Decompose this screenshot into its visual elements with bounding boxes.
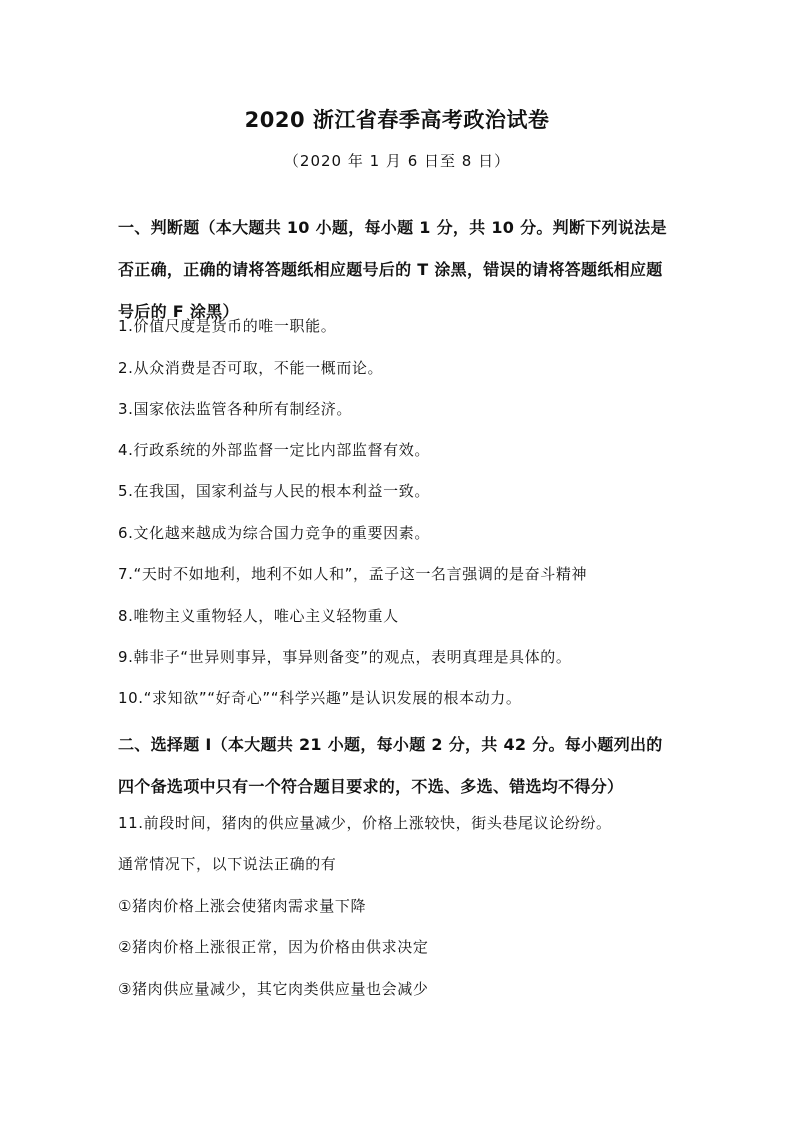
question-11-option-1: ①猪肉价格上涨会使猪肉需求量下降 [118, 897, 367, 915]
judgment-item-8: 8.唯物主义重物轻人，唯心主义轻物重人 [118, 607, 399, 625]
section1-heading: 一、判断题（本大题共 10 小题，每小题 1 分，共 10 分。判断下列说法是否正确，正确的请将答题纸相应题号后的 T 涂黑，错误的请将答题纸相应题号后的 F 涂黑） [118, 218, 667, 321]
question-11-line1: 11.前段时间，猪肉的供应量减少，价格上涨较快，街头巷尾议论纷纷。 [118, 814, 612, 832]
question-11-line2: 通常情况下，以下说法正确的有 [118, 855, 337, 873]
judgment-item-10: 10.“求知欲”“好奇心”“科学兴趣”是认识发展的根本动力。 [118, 689, 522, 707]
judgment-item-5: 5.在我国，国家利益与人民的根本利益一致。 [118, 482, 430, 500]
judgment-item-7: 7.“天时不如地利，地利不如人和”，孟子这一名言强调的是奋斗精神 [118, 565, 588, 583]
document-title: 2020 浙江省春季高考政治试卷 [244, 108, 550, 132]
judgment-item-3: 3.国家依法监管各种所有制经济。 [118, 400, 352, 418]
section2-heading: 二、选择题 I（本大题共 21 小题，每小题 2 分，共 42 分。每小题列出的四个备选项中只有一个符合题目要求的，不选、多选、错选均不得分） [118, 735, 663, 796]
judgment-item-1: 1.价值尺度是货币的唯一职能。 [118, 317, 337, 335]
judgment-item-2: 2.从众消费是否可取，不能一概而论。 [118, 359, 384, 377]
document-subtitle: （2020 年 1 月 6 日至 8 日） [283, 152, 511, 170]
question-11-option-2: ②猪肉价格上涨很正常，因为价格由供求决定 [118, 938, 429, 956]
judgment-item-9: 9.韩非子“世异则事异，事异则备变”的观点，表明真理是具体的。 [118, 648, 572, 666]
question-11-option-3: ③猪肉供应量减少，其它肉类供应量也会减少 [118, 980, 429, 998]
judgment-item-6: 6.文化越来越成为综合国力竞争的重要因素。 [118, 524, 430, 542]
judgment-item-4: 4.行政系统的外部监督一定比内部监督有效。 [118, 441, 430, 459]
